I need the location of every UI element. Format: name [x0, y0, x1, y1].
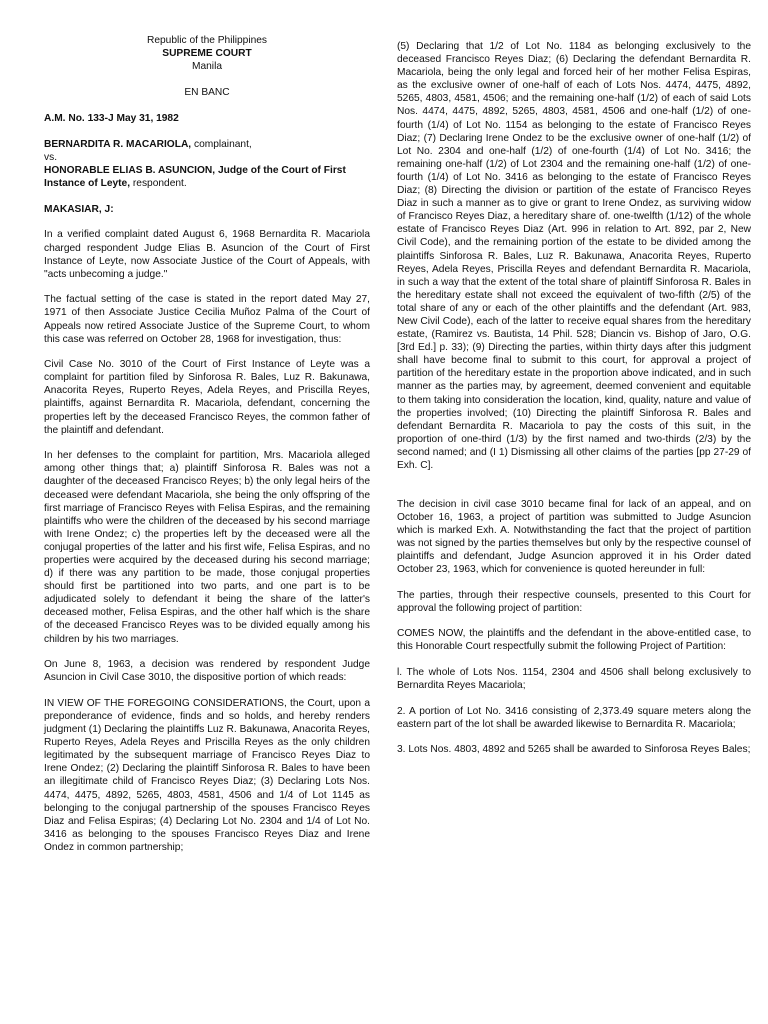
versus-line: vs.	[44, 152, 58, 164]
respondent-role: respondent.	[130, 178, 187, 190]
paragraph: IN VIEW OF THE FOREGOING CONSIDERATIONS, the Court, upon a preponderance of evidence, finds and so holds, and hereby renders judgment (1) Declaring the plaintiffs Luz R. Bakunawa, Anacorita Reyes, Ruperto Reyes, Adela Reyes and Priscilla Reyes as the only children legitimated by the subsequent marriage of Francisco Reyes Diaz to Irene Ondez; (2) Declaring the plaintiff Sinforosa R. Bales to have been an illegitimate child of Francisco Reyes Diaz; (3) Declaring Lots Nos. 4474, 4475, 4892, 5265, 4803, 4581, 4506 and 1/4 of Lot 1145 as belonging to the conjugal partnership of the spouses Francisco Reyes Diaz and Felisa Espiras; (4) Declaring Lot No. 2304 and 1/4 of Lot No. 3416 as belonging to the spouses Francisco Reyes Diaz and Irene Ondez in common partnership;	[44, 697, 370, 853]
respondent-name: HONORABLE ELIAS B. ASUNCION, Judge of the Court of First Instance of Leyte,	[44, 165, 346, 190]
complainant-role: complainant,	[191, 138, 252, 150]
partition-item: 3. Lots Nos. 4803, 4892 and 5265 shall be awarded to Sinforosa Reyes Bales;	[397, 744, 751, 756]
partition-item: l. The whole of Lots Nos. 1154, 2304 and 4506 shall belong exclusively to Bernardita Reyes Macariola;	[397, 667, 751, 692]
paragraph: In her defenses to the complaint for partition, Mrs. Macariola alleged among other things that; a) plaintiff Sinforosa R. Bales was not a daughter of the deceased Francisco Reyes; b) the only legal heirs of the deceased were defendant Macariola, she being the only offspring of the first marriage of Francisco Reyes with Felisa Espiras, and the remaining plaintiffs who were the children of the deceased by his second marriage with Irene Ondez; c) the properties left by the deceased were all the conjugal properties of the latter and his first wife, Felisa Espiras, and no properties were acquired by the deceased during his second marriage; d) if there was any partition to be made, those conjugal properties should first be partitioned into two parts, and one part is to be adjudicated solely to defendant it being the share of the latter's deceased mother, Felisa Espiras, and the other half which is the share of the deceased Francisco Reyes was to be divided equally among his children by his two marriages.	[44, 450, 370, 645]
left-column	[44, 34, 370, 866]
paragraph: The parties, through their respective counsels, presented to this Court for approval the following project of partition:	[397, 589, 751, 614]
paragraph: The factual setting of the case is stated in the report dated May 27, 1971 of then Associate Justice Cecilia Muñoz Palma of the Court of Appeals now retired Associate Justice of the Supreme Court, to whom this case was referred on October 28, 1968 for investigation, thus:	[44, 294, 370, 345]
ponente: MAKASIAR, J:	[44, 203, 114, 215]
respondent-line	[44, 164, 370, 190]
paragraph: (5) Declaring that 1/2 of Lot No. 1184 as belonging exclusively to the deceased Francisco Reyes Diaz; (6) Declaring the defendant Bernardita R. Macariola, being the only legal and forced heir of her mother Felisa Espiras, as the exclusive owner of one-half of each of Lots Nos. 4474, 4475, 4892, 5265, 4803, 4581, 4506; and the remaining one-half (1/2) of each of said Lots Nos. 4474, 4475, 4892, 5265, 4803, 4581, 4506 and one-half (1/2) of one-fourth (1/4) of Lot No. 1154 as belonging to the estate of Francisco Reyes Diaz; (7) Declaring Irene Ondez to be the exclusive owner of one-half (1/2) of Lot No. 2304 and one-half (1/2) of one-fourth (1/4) of Lot No. 3416; the remaining one-half (1/2) of Lot 2304 and the remaining one-half (1/2) of one-fourth (1/4) of Lot No. 3416 as belonging to the estate of Francisco Reyes Diaz; (8) Directing the division or partition of the estate of Francisco Reyes Diaz in such a manner as to give or grant to Irene Ondez, as surviving widow of Francisco Reyes Diaz, a hereditary share of. one-twelfth (1/12) of the whole estate of Francisco Reyes Diaz (Art. 996 in relation to Art. 892, par 2, New Civil Code), and the remaining portion of the estate to be divided among the plaintiffs Sinforosa R. Bales, Luz R. Bakunawa, Anacorita Reyes, Ruperto Reyes, Adela Reyes, Priscilla Reyes and defendant Bernardita R. Macariola, in such a way that the extent of the total share of plaintiff Sinforosa R. Bales in the hereditary estate shall not exceed the equivalent of two-fifth (2/5) of the total share of any or each of the other plaintiffs and the defendant (Art. 983, New Civil Code), each of the latter to receive equal shares from the hereditary estate, (Ramirez vs. Bautista, 14 Phil. 528; Diancin vs. Bishop of Jaro, O.G. [3rd Ed.] p. 33); (9) Directing the parties, within thirty days after this judgment shall have become final to submit to this court, for approval a project of partition of the hereditary estate in the proportion above indicated, and in such manner as the parties may, by agreement, deemed convenient and equitable to them taking into consideration the location, kind, quality, nature and value of the properties involved; (10) Directing the plaintiff Sinforosa R. Bales and defendant Bernardita R. Macariola to pay the costs of this suit, in the proportion of one-third (1/3) by the first named and two-thirds (2/3) by the second named; and (I 1) Dismissing all other claims of the parties [pp 27-29 of Exh. C].	[397, 41, 751, 471]
paragraph: In a verified complaint dated August 6, 1968 Bernardita R. Macariola charged respondent Judge Elias B. Asuncion of the Court of First Instance of Leyte, now Associate Justice of the Court of Appeals, with "acts unbecoming a judge."	[44, 229, 370, 280]
division-line: EN BANC	[184, 87, 230, 99]
paragraph: The decision in civil case 3010 became final for lack of an appeal, and on October 16, 1963, a project of partition was submitted to Judge Asuncion which is marked Exh. A. Notwithstanding the fact that the project of partition was not signed by the parties themselves but only by the respective counsel of plaintiffs and defendant, Judge Asuncion approved it in his Order dated October 23, 1963, which for convenience is quoted hereunder in full:	[397, 498, 751, 576]
city-line: Manila	[191, 61, 222, 73]
complainant-line	[44, 138, 370, 151]
partition-item: 2. A portion of Lot No. 3416 consisting of 2,373.49 square meters along the eastern part of the lot shall be awarded likewise to Bernardita R. Macariola;	[397, 705, 751, 730]
country-line: Republic of the Philippines	[146, 35, 268, 46]
court-name: SUPREME COURT	[162, 48, 252, 60]
court-header	[44, 34, 370, 99]
paragraph: COMES NOW, the plaintiffs and the defendant in the above-entitled case, to this Honorable Court respectfully submit the following Project of Partition:	[397, 628, 751, 653]
case-number: A.M. No. 133-J May 31, 1982	[44, 113, 179, 125]
right-column	[397, 40, 751, 769]
complainant-name: BERNARDITA R. MACARIOLA,	[44, 138, 192, 150]
paragraph: On June 8, 1963, a decision was rendered by respondent Judge Asuncion in Civil Case 3010, the dispositive portion of which reads:	[44, 659, 370, 684]
paragraph: Civil Case No. 3010 of the Court of First Instance of Leyte was a complaint for partition filed by Sinforosa R. Bales, Luz R. Bakunawa, Anacorita Reyes, Ruperto Reyes, Adela Reyes, and Priscilla Reyes, plaintiffs, against Bernardita R. Macariola, defendant, concerning the properties left by the deceased Francisco Reyes, the common father of the plaintiff and defendant.	[44, 359, 370, 436]
